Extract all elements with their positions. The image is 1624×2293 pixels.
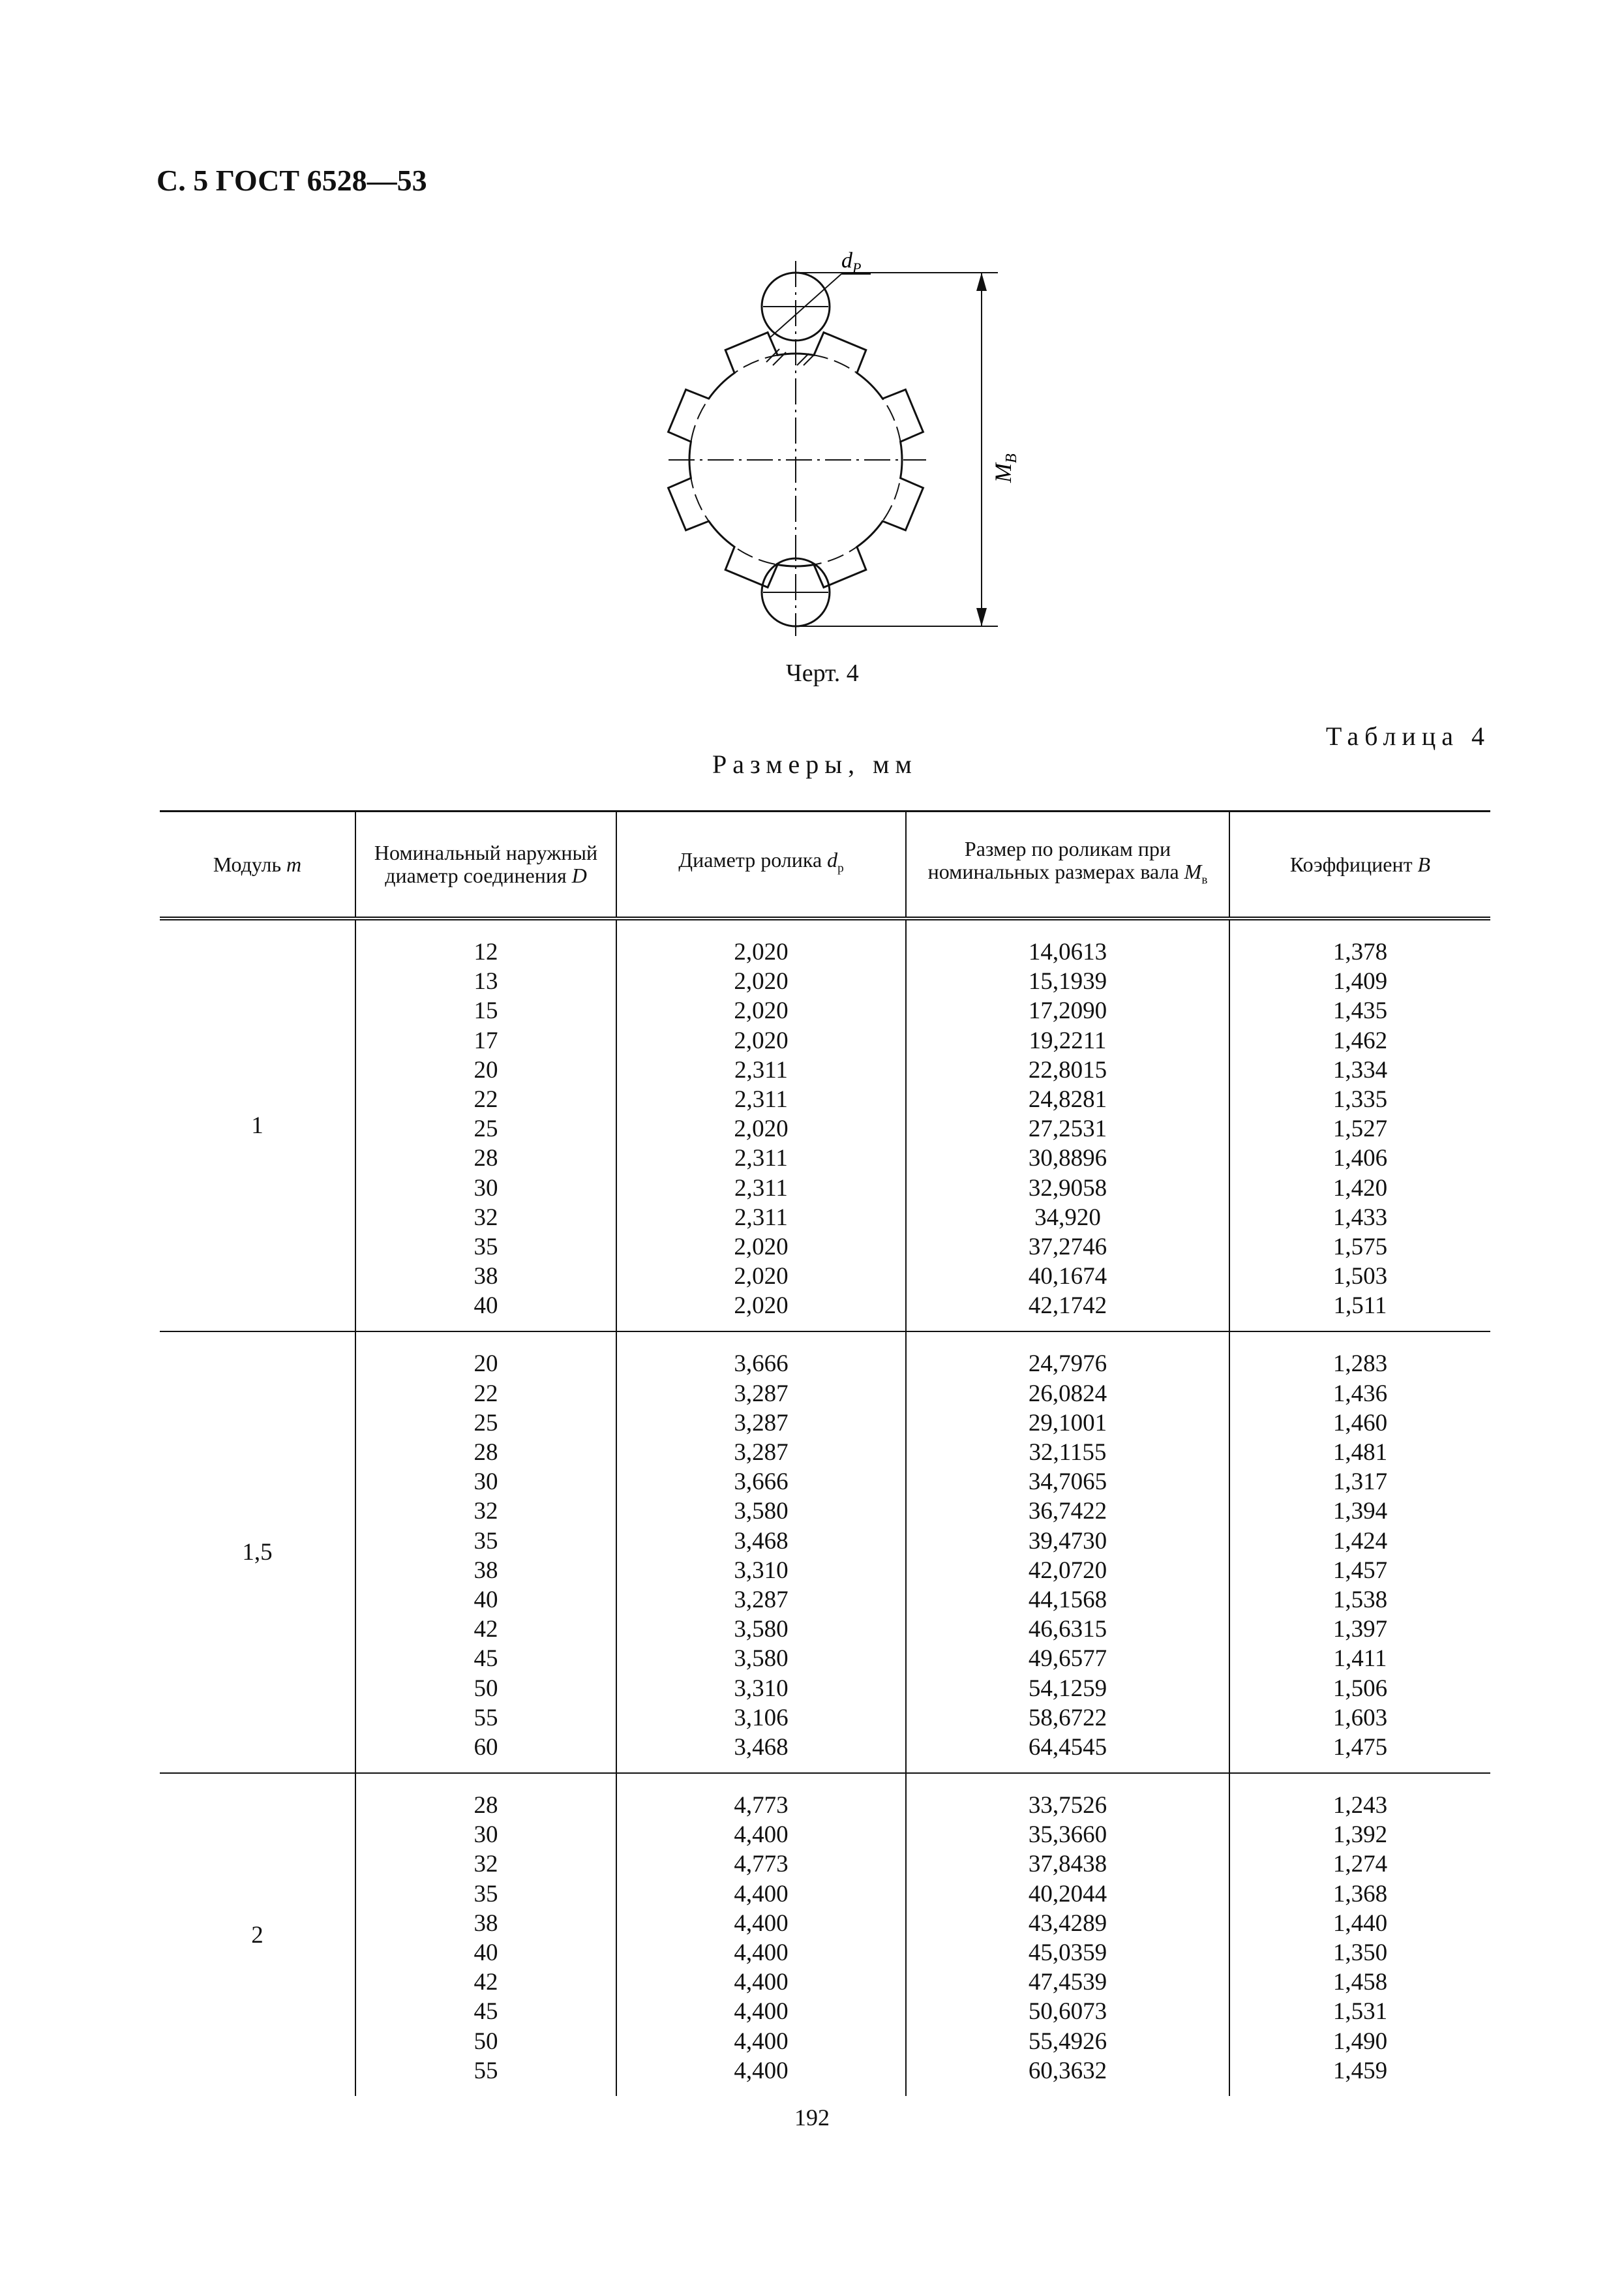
spline-roller-drawing bbox=[646, 235, 1037, 652]
values-cell-b bbox=[1229, 1331, 1490, 1773]
table-value: 46,6315 bbox=[1028, 1616, 1107, 1643]
table-value: 1,531 bbox=[1332, 1998, 1388, 2026]
table-value: 2,020 bbox=[734, 1263, 789, 1290]
table-value: 27,2531 bbox=[1028, 1116, 1107, 1143]
table-value: 2,020 bbox=[734, 939, 789, 965]
table-value: 1,440 bbox=[1332, 1909, 1388, 1937]
table-value: 4,400 bbox=[734, 2057, 789, 2084]
table-value: 30 bbox=[474, 1468, 498, 1496]
table-value: 25 bbox=[474, 1409, 498, 1436]
table-value: 28 bbox=[474, 1792, 498, 1819]
module-cell: 1 bbox=[251, 1112, 263, 1140]
table-value: 34,920 bbox=[1034, 1204, 1101, 1231]
table-label: Таблица 4 bbox=[1325, 721, 1490, 751]
table-value: 1,368 bbox=[1332, 1880, 1388, 1907]
values-cell-dp bbox=[616, 1773, 906, 2096]
table-value: 30,8896 bbox=[1028, 1145, 1107, 1172]
table-value: 4,400 bbox=[734, 1969, 789, 1996]
table-value: 1,458 bbox=[1332, 1969, 1388, 1996]
mb-label: $M_B$ bbox=[990, 453, 1020, 483]
table-value: 32 bbox=[474, 1851, 498, 1878]
table-value: 50 bbox=[474, 1675, 498, 1702]
table-value: 17,2090 bbox=[1028, 997, 1107, 1025]
table-value: 45 bbox=[474, 1645, 498, 1673]
table-value: 42 bbox=[474, 1969, 498, 1996]
table-value: 42 bbox=[474, 1616, 498, 1643]
table-value: 1,475 bbox=[1332, 1733, 1388, 1761]
table-value: 40,2044 bbox=[1028, 1880, 1107, 1907]
table-value: 34,7065 bbox=[1028, 1468, 1107, 1496]
table-value: 2,020 bbox=[734, 1116, 789, 1143]
table-value: 14,0613 bbox=[1028, 939, 1107, 965]
table-value: 4,773 bbox=[734, 1792, 789, 1819]
table-value: 15,1939 bbox=[1028, 968, 1107, 995]
table-value: 4,400 bbox=[734, 1880, 789, 1907]
units-label: Размеры, мм bbox=[712, 750, 918, 779]
table-value: 32,1155 bbox=[1029, 1439, 1107, 1466]
table-value: 38 bbox=[474, 1909, 498, 1937]
values-cell-d bbox=[355, 1331, 616, 1773]
figure-caption: Черт. 4 bbox=[786, 660, 859, 687]
table-value: 44,1568 bbox=[1028, 1586, 1107, 1613]
table-value: 1,575 bbox=[1332, 1233, 1388, 1260]
table-value: 1,350 bbox=[1332, 1939, 1388, 1966]
table-value: 3,580 bbox=[734, 1645, 789, 1673]
table-value: 3,666 bbox=[734, 1350, 789, 1378]
table-value: 1,462 bbox=[1332, 1027, 1388, 1054]
table-value: 42,1742 bbox=[1028, 1292, 1107, 1320]
table-value: 42,0720 bbox=[1028, 1557, 1107, 1584]
table-value: 50,6073 bbox=[1028, 1998, 1107, 2026]
table-value: 25 bbox=[474, 1116, 498, 1143]
table-value: 40 bbox=[474, 1292, 498, 1320]
table-value: 3,310 bbox=[734, 1557, 789, 1584]
values-cell-mb bbox=[906, 919, 1229, 1331]
table-value: 55,4926 bbox=[1028, 2027, 1107, 2055]
table-group-row bbox=[160, 919, 1490, 1331]
table-value: 24,8281 bbox=[1028, 1086, 1107, 1113]
column-header-module: Модуль m bbox=[160, 812, 355, 919]
page-number: 192 bbox=[794, 2104, 830, 2131]
values-cell-mb bbox=[906, 1773, 1229, 2096]
table-value: 32 bbox=[474, 1498, 498, 1525]
table-value: 3,287 bbox=[734, 1380, 789, 1407]
table-value: 2,020 bbox=[734, 968, 789, 995]
table-group-row bbox=[160, 1773, 1490, 2096]
table-value: 1,424 bbox=[1332, 1527, 1388, 1555]
table-value: 1,460 bbox=[1332, 1409, 1388, 1436]
table-value: 1,459 bbox=[1332, 2057, 1388, 2084]
dimensions-table bbox=[160, 810, 1490, 2096]
table-value: 3,580 bbox=[734, 1498, 789, 1525]
table-value: 1,334 bbox=[1332, 1056, 1388, 1084]
table-value: 45 bbox=[474, 1998, 498, 2026]
table-value: 1,397 bbox=[1332, 1616, 1388, 1643]
table-value: 30 bbox=[474, 1821, 498, 1849]
table-value: 1,411 bbox=[1333, 1645, 1387, 1673]
table-value: 3,468 bbox=[734, 1733, 789, 1761]
table-value: 1,481 bbox=[1332, 1439, 1388, 1466]
table-value: 1,457 bbox=[1332, 1557, 1388, 1584]
table-value: 1,527 bbox=[1332, 1116, 1388, 1143]
table-value: 35 bbox=[474, 1233, 498, 1260]
table-value: 1,538 bbox=[1332, 1586, 1388, 1613]
table-value: 15 bbox=[474, 997, 498, 1025]
table-value: 4,400 bbox=[734, 1998, 789, 2026]
table-value: 3,106 bbox=[734, 1704, 789, 1731]
dp-label: $d_P$ bbox=[841, 249, 862, 276]
table-value: 1,394 bbox=[1332, 1498, 1388, 1525]
table-value: 19,2211 bbox=[1029, 1027, 1107, 1054]
table-value: 1,274 bbox=[1332, 1851, 1388, 1878]
table-value: 1,603 bbox=[1332, 1704, 1388, 1731]
table-value: 60,3632 bbox=[1028, 2057, 1107, 2084]
table-value: 1,406 bbox=[1332, 1145, 1388, 1172]
table-value: 12 bbox=[474, 939, 498, 965]
table-value: 1,433 bbox=[1332, 1204, 1388, 1231]
table-value: 39,4730 bbox=[1028, 1527, 1107, 1555]
table-value: 13 bbox=[474, 968, 498, 995]
column-header-roller: Диаметр ролика $d_р$ bbox=[616, 812, 906, 919]
table-value: 43,4289 bbox=[1028, 1909, 1107, 1937]
table-value: 1,511 bbox=[1333, 1292, 1387, 1320]
column-header-diameter: Номинальный наружный диаметр соединения D bbox=[355, 812, 616, 919]
table-value: 1,317 bbox=[1332, 1468, 1388, 1496]
table-value: 26,0824 bbox=[1028, 1380, 1107, 1407]
table-value: 2,020 bbox=[734, 1292, 789, 1320]
table-value: 1,420 bbox=[1332, 1174, 1388, 1202]
table-value: 40,1674 bbox=[1028, 1263, 1107, 1290]
table-value: 3,580 bbox=[734, 1616, 789, 1643]
table-value: 2,311 bbox=[734, 1174, 788, 1202]
module-cell: 2 bbox=[160, 1773, 355, 2096]
table-value: 28 bbox=[474, 1439, 498, 1466]
table-value: 32,9058 bbox=[1028, 1174, 1107, 1202]
table-value: 55 bbox=[474, 2057, 498, 2084]
table-value: 1,392 bbox=[1332, 1821, 1388, 1849]
table-group-row bbox=[160, 1331, 1490, 1773]
table-value: 3,310 bbox=[734, 1675, 789, 1702]
table-value: 30 bbox=[474, 1174, 498, 1202]
values-cell-dp bbox=[616, 919, 906, 1331]
table-value: 1,378 bbox=[1332, 939, 1388, 965]
table-value: 4,400 bbox=[734, 1821, 789, 1849]
table-header-row bbox=[160, 812, 1490, 919]
table-value: 1,506 bbox=[1332, 1675, 1388, 1702]
table-value: 45,0359 bbox=[1028, 1939, 1107, 1966]
values-cell-mb bbox=[906, 1331, 1229, 1773]
table-value: 3,666 bbox=[734, 1468, 789, 1496]
table-value: 64,4545 bbox=[1028, 1733, 1107, 1761]
table-value: 50 bbox=[474, 2027, 498, 2055]
table-value: 29,1001 bbox=[1028, 1409, 1107, 1436]
table-value: 38 bbox=[474, 1263, 498, 1290]
table-value: 20 bbox=[474, 1350, 498, 1378]
table-value: 3,287 bbox=[734, 1409, 789, 1436]
table-value: 4,400 bbox=[734, 2027, 789, 2055]
table-value: 1,283 bbox=[1332, 1350, 1388, 1378]
table-value: 4,400 bbox=[734, 1909, 789, 1937]
section-hatch bbox=[766, 349, 814, 365]
table-value: 22 bbox=[474, 1380, 498, 1407]
table-value: 3,287 bbox=[734, 1586, 789, 1613]
table-value: 1,435 bbox=[1332, 997, 1388, 1025]
values-cell-b bbox=[1229, 919, 1490, 1331]
table-value: 32 bbox=[474, 1204, 498, 1231]
page-header: С. 5 ГОСТ 6528—53 bbox=[157, 164, 427, 197]
table-value: 1,436 bbox=[1332, 1380, 1388, 1407]
table-value: 33,7526 bbox=[1028, 1792, 1107, 1819]
table-value: 2,311 bbox=[734, 1056, 788, 1084]
module-cell: 1,5 bbox=[160, 1331, 355, 1773]
values-cell-b bbox=[1229, 1773, 1490, 2096]
table-value: 37,2746 bbox=[1028, 1233, 1107, 1260]
table-value: 1,503 bbox=[1332, 1263, 1388, 1290]
column-header-coefficient: Коэффициент B bbox=[1229, 812, 1490, 919]
table-value: 17 bbox=[474, 1027, 498, 1054]
table-value: 47,4539 bbox=[1028, 1969, 1107, 1996]
table-value: 24,7976 bbox=[1028, 1350, 1107, 1378]
table-value: 2,020 bbox=[734, 997, 789, 1025]
table-value: 35 bbox=[474, 1880, 498, 1907]
table-value: 2,020 bbox=[734, 1027, 789, 1054]
table-body bbox=[160, 919, 1490, 2096]
table-value: 49,6577 bbox=[1028, 1645, 1107, 1673]
values-cell-d bbox=[355, 1773, 616, 2096]
table-value: 36,7422 bbox=[1028, 1498, 1107, 1525]
table-value: 55 bbox=[474, 1704, 498, 1731]
table-value: 35 bbox=[474, 1527, 498, 1555]
table-value: 22,8015 bbox=[1028, 1056, 1107, 1084]
table-value: 38 bbox=[474, 1557, 498, 1584]
table-value: 1,490 bbox=[1332, 2027, 1388, 2055]
values-cell-d bbox=[355, 919, 616, 1331]
table-value: 2,311 bbox=[734, 1145, 788, 1172]
table-value: 1,243 bbox=[1332, 1792, 1388, 1819]
table-value: 3,468 bbox=[734, 1527, 789, 1555]
table-value: 58,6722 bbox=[1028, 1704, 1107, 1731]
table-value: 40 bbox=[474, 1586, 498, 1613]
table-value: 2,311 bbox=[734, 1086, 788, 1113]
table-value: 54,1259 bbox=[1028, 1675, 1107, 1702]
table-value: 37,8438 bbox=[1028, 1851, 1107, 1878]
values-cell-dp bbox=[616, 1331, 906, 1773]
table-value: 1,409 bbox=[1332, 968, 1388, 995]
column-header-size: Размер по роликам при номинальных размерах вала $M_в$ bbox=[906, 812, 1229, 919]
table-value: 22 bbox=[474, 1086, 498, 1113]
table-value: 60 bbox=[474, 1733, 498, 1761]
table-value: 2,311 bbox=[734, 1204, 788, 1231]
table-value: 1,335 bbox=[1332, 1086, 1388, 1113]
table-value: 35,3660 bbox=[1028, 1821, 1107, 1849]
table-value: 2,020 bbox=[734, 1233, 789, 1260]
table-value: 40 bbox=[474, 1939, 498, 1966]
table-value: 4,773 bbox=[734, 1851, 789, 1878]
table-value: 20 bbox=[474, 1056, 498, 1084]
table-value: 4,400 bbox=[734, 1939, 789, 1966]
table-value: 28 bbox=[474, 1145, 498, 1172]
table-value: 3,287 bbox=[734, 1439, 789, 1466]
